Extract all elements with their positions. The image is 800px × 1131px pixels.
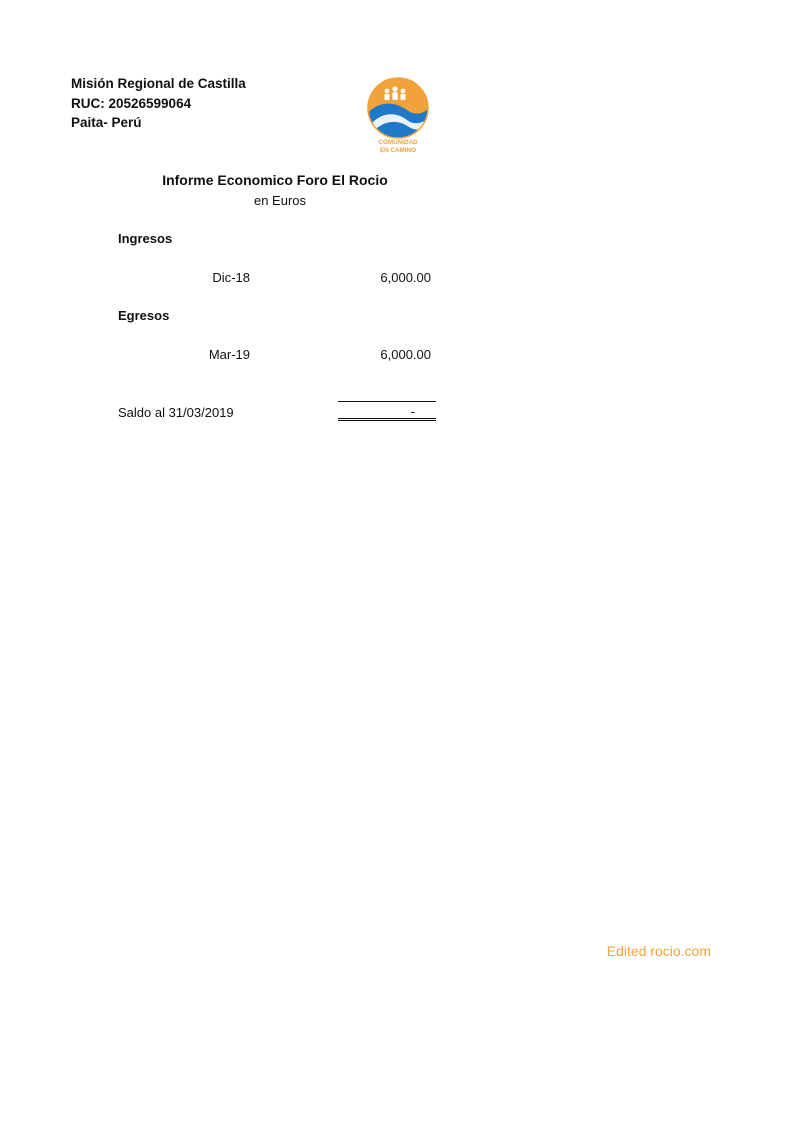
saldo-total-cell (338, 401, 436, 421)
report-title: Informe Economico Foro El Rocio (162, 172, 388, 188)
saldo-value: - (410, 404, 415, 419)
organization-location: Paita- Perú (71, 115, 142, 130)
egresos-label: Egresos (118, 308, 170, 323)
logo-text-line2: EN CAMINO (379, 147, 417, 154)
ingresos-label: Ingresos (118, 231, 173, 246)
ingresos-period: Dic-18 (212, 270, 250, 285)
footer-edited-note: Edited rocio.com (606, 943, 711, 959)
egresos-period: Mar-19 (208, 347, 250, 362)
report-subtitle: en Euros (253, 193, 307, 208)
organization-name: Misión Regional de Castilla (71, 76, 246, 91)
organization-ruc: RUC: 20526599064 (71, 95, 192, 111)
comunidad-en-camino-logo (363, 76, 433, 156)
logo-text-line1: COMUNIDAD (378, 139, 418, 146)
ingresos-amount: 6,000.00 (380, 270, 431, 285)
egresos-amount: 6,000.00 (380, 347, 431, 362)
organization-block (71, 74, 246, 133)
saldo-label: Saldo al 31/03/2019 (118, 405, 234, 420)
